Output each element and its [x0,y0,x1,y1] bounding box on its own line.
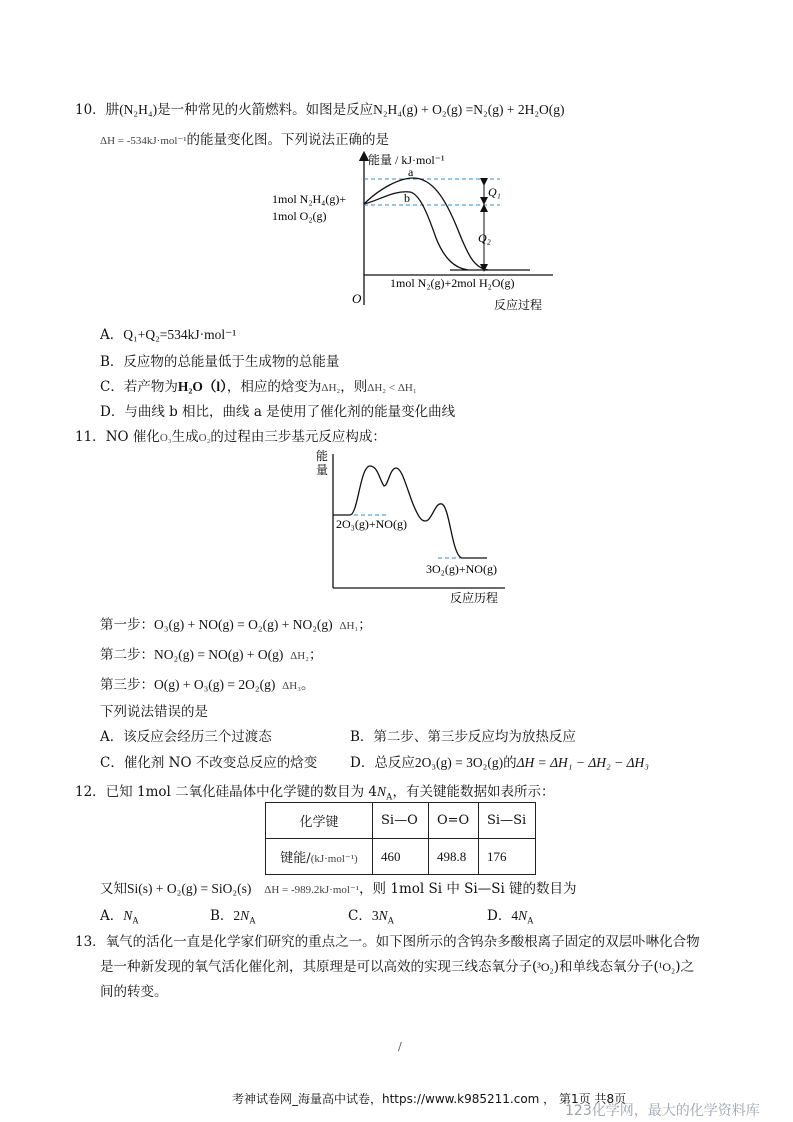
q10-option-c: C．若产物为H₂O（l），相应的焓变为ΔH₂，则ΔH₂ < ΔH₁ [100,379,417,395]
q11-y-label-1: 能 [316,449,329,463]
q10-line2 [100,128,389,148]
q11-end-label: 3O₂(g)+NO(g) [426,562,497,576]
q12-option-d: D．$4N_A$ [487,908,534,926]
q11-option-a: A．该反应会经历三个过渡态 [100,729,272,745]
q11-x-label: 反应历程 [450,591,499,605]
q12-option-b: B．$2N_A$ [210,908,256,926]
q10-origin: O [352,291,362,306]
page-footer: 考神试卷网_海量高中试卷，https://www.k985211.com ， 第1页 共8页 [232,1092,627,1106]
q11-step-2: 第二步：NO₂(g) = NO(g) + O(g) ΔH₂； [100,647,323,663]
q10-x-label: 反应过程 [494,298,543,312]
q11-step-3: 第三步：O(g) + O₃(g) = 2O₂(g) ΔH₃。 [100,677,315,693]
q12-option-c: C．$3N_A$ [348,908,395,926]
q10-reactants-line1: 1mol N₂H₄(g)+ [272,192,347,206]
q10-option-d: D．与曲线 b 相比，曲线 a 是使用了催化剂的能量变化曲线 [100,404,456,420]
q10-enthalpy: ΔH = -534kJ·mol⁻¹ [100,135,187,147]
q10-hydrazine-formula: (N₂H₄) [119,102,158,117]
q13-line-2: 是一种新发现的氧气活化催化剂，其原理是可以高效的实现三线态氧分子(³O₂)和单线态氧分子(¹O₂)之 [100,959,695,975]
q10-stem-mid: 是一种常见的火箭燃料。如图是反应 [157,102,374,118]
q11-energy-diagram [310,446,510,608]
q10-energy-diagram [268,150,558,315]
q11-start-label: 2O₃(g)+NO(g) [336,517,407,531]
q10-line1 [75,98,565,118]
q11-question: 下列说法错误的是 [100,704,208,720]
q10-option-a: A．Q₁+Q₂=534kJ·mol⁻¹ [100,327,237,343]
bond-energy-table [265,802,536,875]
q12-known: 又知Si(s) + O₂(g) = SiO₂(s) ΔH = -989.2kJ·mol⁻¹，则 1mol Si 中 Si—Si 键的数目为 [100,881,577,897]
q10-option-b: B．反应物的总能量低于生成物的总能量 [100,354,340,370]
q10-curve-a-label: a [408,165,414,179]
q11-option-b: B．第二步、第三步反应均为放热反应 [350,729,576,745]
q10-number: 10． [75,102,106,118]
q10-stem-pre: 肼 [105,102,120,118]
q10-products-label: 1mol N₂(g)+2mol H₂O(g) [390,276,515,290]
q10-reaction-equation: N₂H₄(g) + O₂(g) =N₂(g) + 2H₂O(g) [373,102,565,117]
page-mark: / [398,1040,402,1053]
q10-q1-label: Q₁ [488,185,501,199]
table-row: 键能/(kJ·mol⁻¹) 460 498.8 176 [266,839,536,875]
q10-q2-label: Q₂ [478,231,491,245]
q10-stem-end: 的能量变化图。下列说法正确的是 [186,132,390,148]
q10-y-label: 能量 / kJ·mol⁻¹ [368,153,445,167]
q11-option-c: C．催化剂 NO 不改变总反应的焓变 [100,755,318,771]
q10-curve-b [364,192,468,270]
table-header-row: 化学键 Si—O O=O Si—Si [266,803,536,839]
q11-reaction-curve [333,466,487,558]
q10-reactants-line2: 1mol O₂(g) [272,209,327,223]
q11-stem: 11．NO 催化O₃生成O₂的过程由三步基元反应构成： [75,429,386,445]
q13-line-3: 间的转变。 [100,984,168,1000]
q11-y-label-2: 量 [316,463,329,477]
q11-option-d: D．总反应2O₃(g) = 3O₂(g)的ΔH = ΔH₁ − ΔH₂ − ΔH₃ [350,755,649,771]
q10-curve-b-label: b [404,191,410,205]
q12-option-a: A．$N_A$ [100,908,139,926]
q10-curve-a [364,178,488,270]
q12-stem: 12．已知 1mol 二氧化硅晶体中化学键的数目为 $4N_A$，有关键能数据如表所示： [75,784,555,802]
watermark: 123化学网，最大的化学资料库 [565,1103,760,1119]
q11-step-1: 第一步：O₃(g) + NO(g) = O₂(g) + NO₂(g) ΔH₁； [100,617,372,633]
q13-line-1: 13．氧气的活化一直是化学家们研究的重点之一。如下图所示的含钨杂多酸根离子固定的双层卟啉化合物 [75,934,700,950]
